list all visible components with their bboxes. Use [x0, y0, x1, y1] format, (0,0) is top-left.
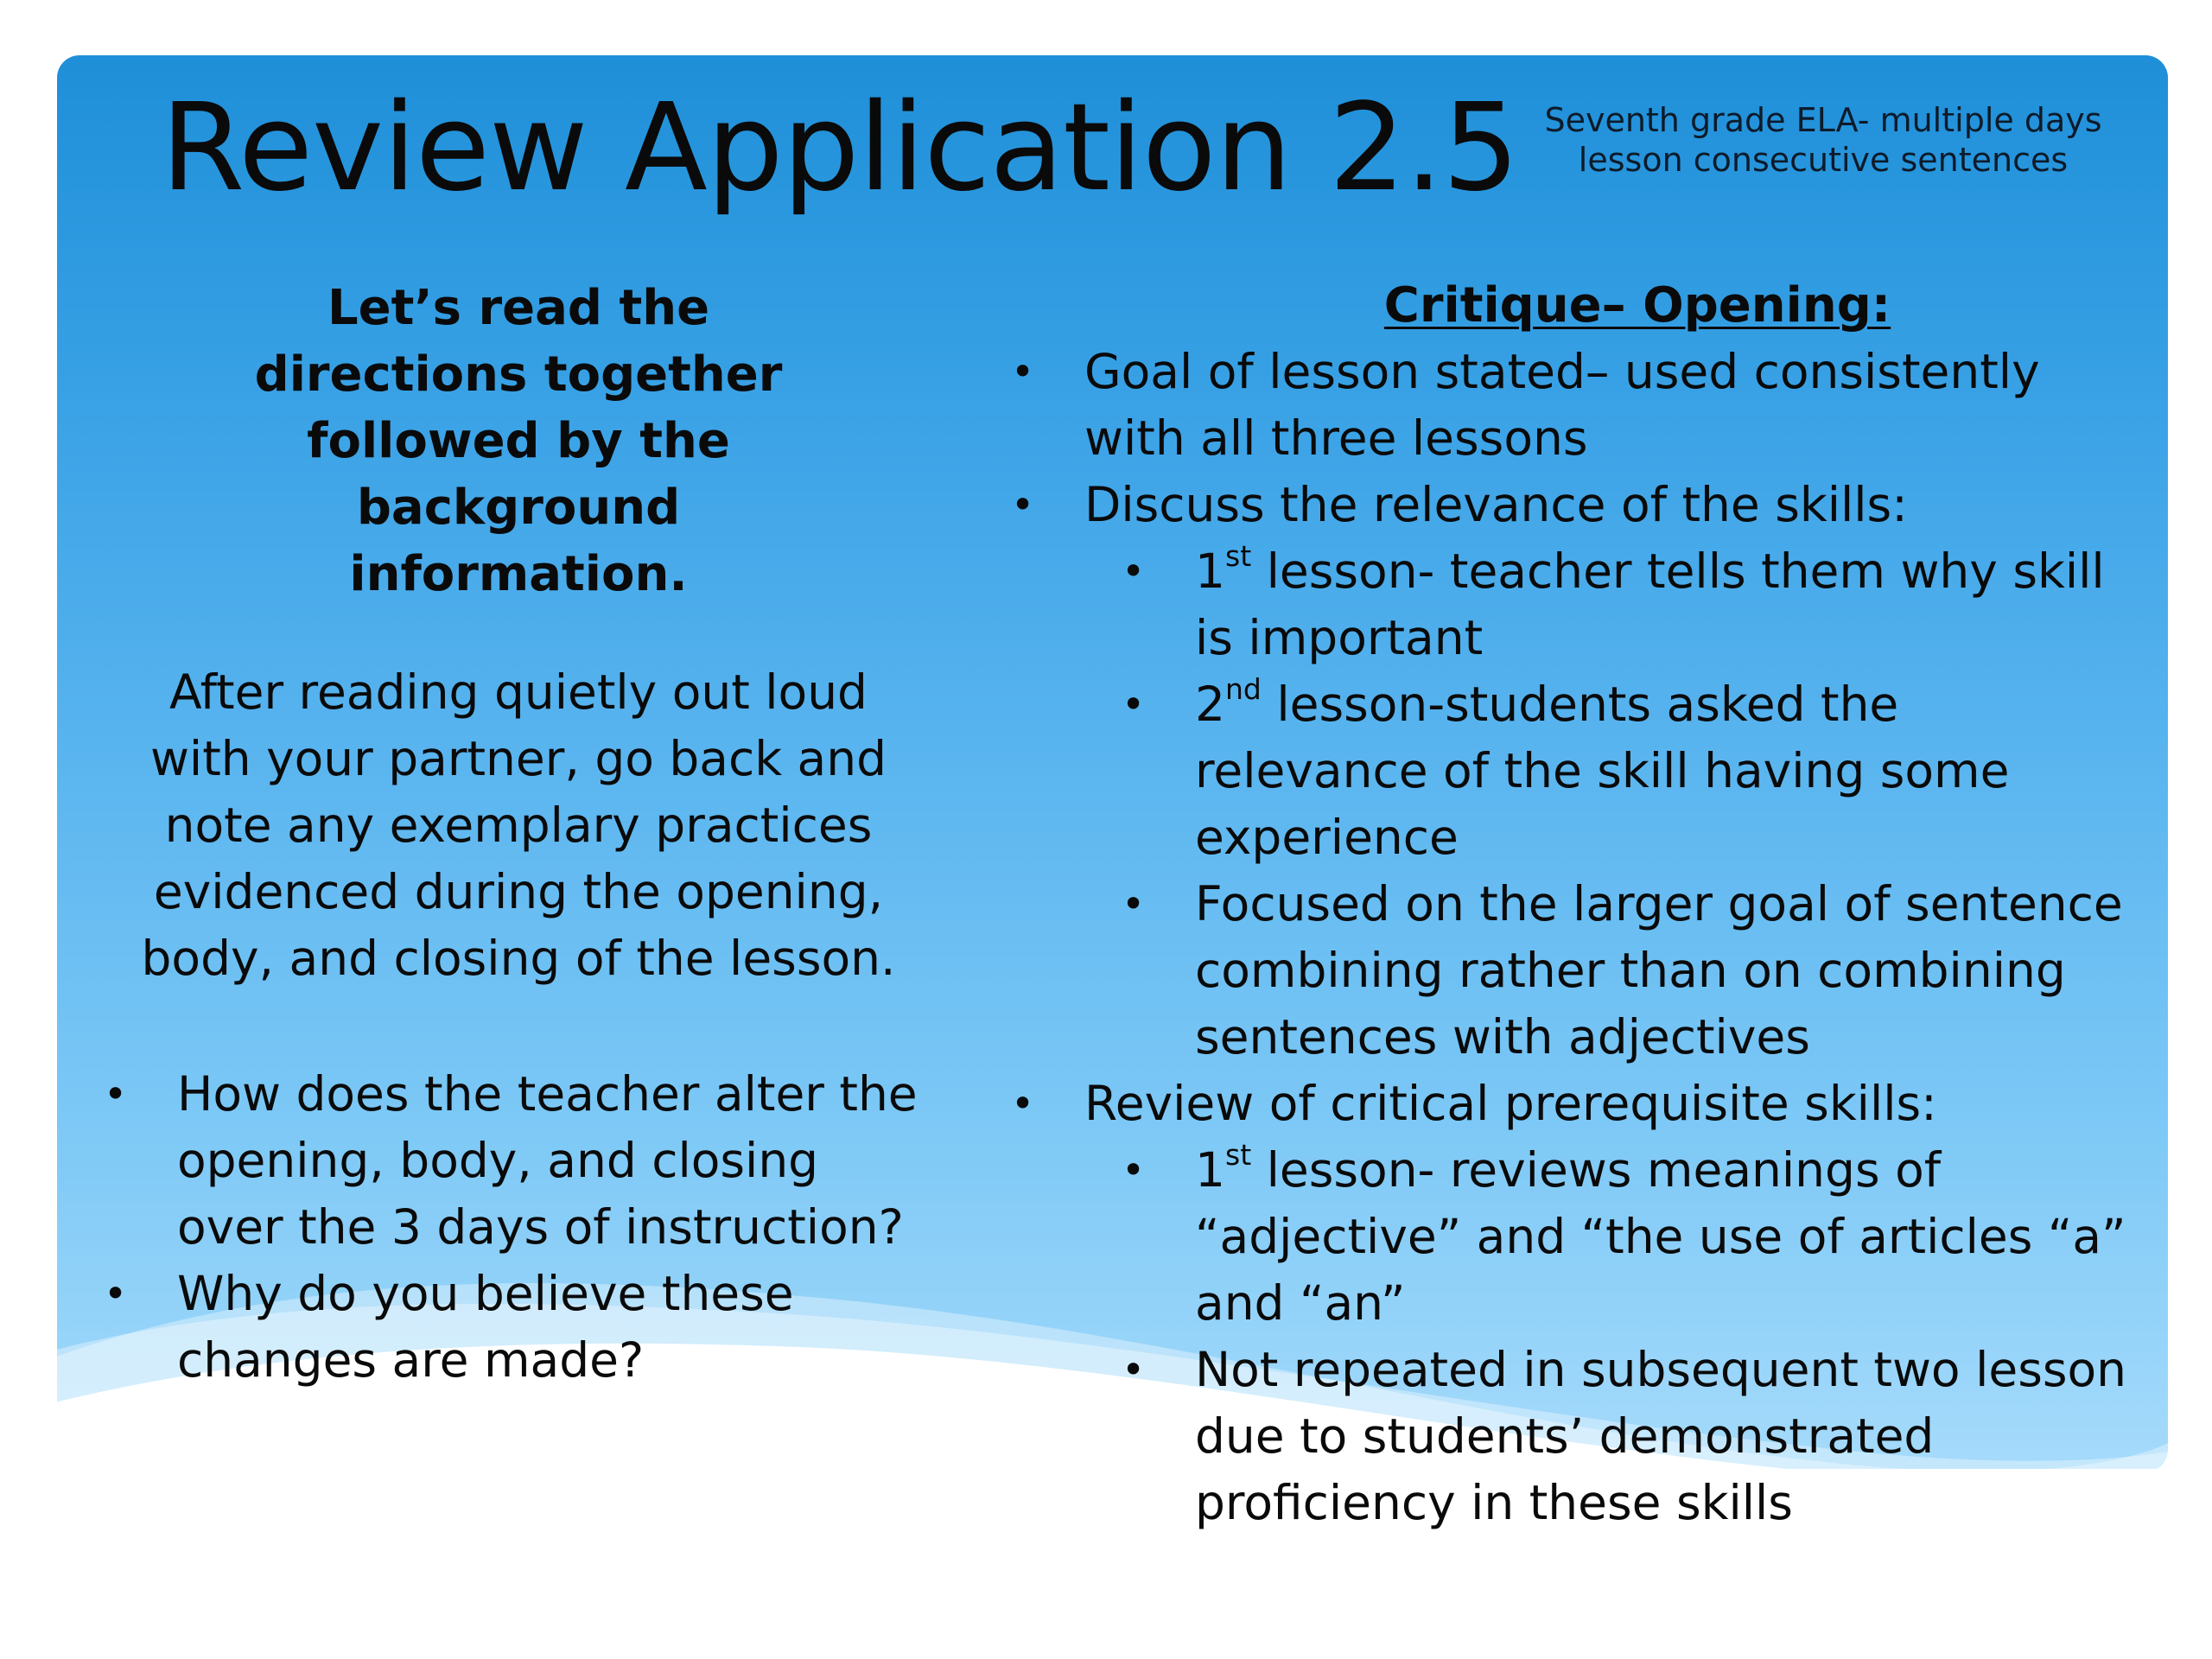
ordinal-suffix: st	[1225, 538, 1252, 573]
right-column	[1011, 272, 2143, 1536]
subtitle-line-2: lesson consecutive sentences	[1578, 141, 2069, 180]
critique-list	[1011, 339, 2143, 1536]
slide-title: Review Application 2.5	[161, 78, 1519, 219]
left-column	[104, 275, 933, 1394]
ordinal-number: 1	[1195, 543, 1225, 599]
critique-subitem-text: lesson- teacher tells them why skill is important	[1195, 543, 2105, 665]
critique-subitem	[1011, 1137, 2143, 1337]
critique-subitem	[1011, 671, 2143, 871]
bullet-icon: •	[1011, 348, 1035, 395]
subtitle-line-1: Seventh grade ELA- multiple days	[1544, 101, 2102, 139]
critique-subitem-text: Focused on the larger goal of sentence combining rather than on combining sentences with adjectives	[1195, 876, 2123, 1065]
critique-subitem	[1011, 538, 2143, 671]
critique-item-text: Discuss the relevance of the skills:	[1084, 477, 1908, 532]
bullet-icon: •	[1011, 481, 1035, 528]
question-list	[104, 1061, 933, 1394]
question-item	[104, 1061, 933, 1261]
instructions-text: After reading quietly out loud with your partner, go back and note any exemplary practices evidenced during the opening, body, and closing of the lesson.	[141, 664, 896, 986]
ordinal-suffix: st	[1225, 1137, 1252, 1172]
ordinal-number: 2	[1195, 677, 1225, 732]
critique-subitem-text: Not repeated in subsequent two lesson due to students’ demonstrated proficiency in these skills	[1195, 1342, 2127, 1530]
bullet-icon: •	[1122, 1147, 1146, 1193]
bullet-icon: •	[1122, 1346, 1146, 1393]
critique-subitem	[1011, 871, 2143, 1071]
bullet-icon: •	[1122, 880, 1146, 927]
ordinal-suffix: nd	[1225, 671, 1262, 706]
directions-heading: Let’s read the directions together followed by the background information.	[254, 280, 783, 602]
critique-heading-text: Critique– Opening:	[1383, 277, 1891, 334]
critique-item	[1011, 472, 2143, 538]
critique-item	[1011, 1071, 2143, 1137]
critique-item	[1011, 339, 2143, 472]
bullet-icon: •	[1011, 1080, 1035, 1127]
bullet-icon: •	[1122, 681, 1146, 728]
question-item	[104, 1261, 933, 1394]
critique-subitem	[1011, 1337, 2143, 1536]
bullet-icon: •	[104, 1071, 128, 1117]
critique-subitem-text: lesson- reviews meanings of “adjective” and “the use of articles “a” and “an”	[1195, 1142, 2126, 1331]
question-text: Why do you believe these changes are made?	[177, 1266, 794, 1388]
question-text: How does the teacher alter the opening, body, and closing over the 3 days of instruction?	[177, 1066, 918, 1255]
bullet-icon: •	[104, 1270, 128, 1317]
slide-subtitle	[1538, 100, 2108, 181]
critique-subitem-text: lesson-students asked the relevance of the skill having some experience	[1195, 677, 2010, 865]
critique-heading	[1011, 272, 2143, 339]
critique-item-text: Review of critical prerequisite skills:	[1084, 1076, 1937, 1131]
bullet-icon: •	[1122, 548, 1146, 594]
ordinal-number: 1	[1195, 1142, 1225, 1198]
critique-item-text: Goal of lesson stated– used consistently with all three lessons	[1084, 344, 2040, 466]
